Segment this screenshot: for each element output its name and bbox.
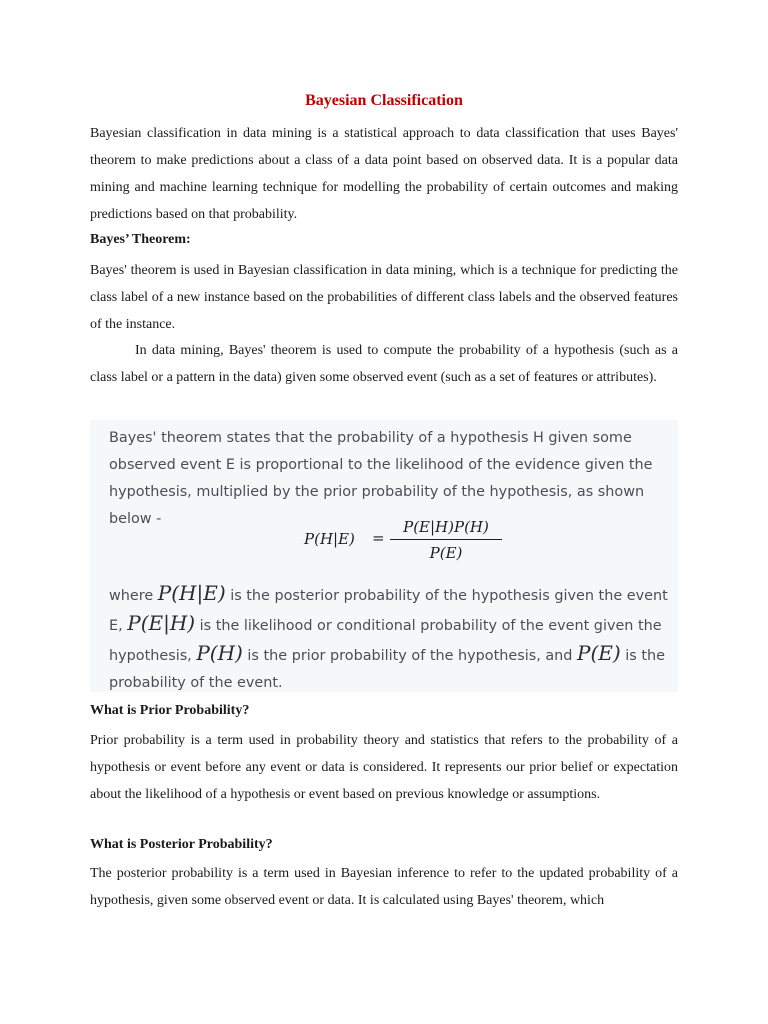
posterior-probability-heading: What is Posterior Probability? xyxy=(90,837,273,852)
formula-denominator: P(E) xyxy=(429,544,463,562)
evidence-symbol: P(E) xyxy=(577,641,621,665)
desc-text-2: is the likelihood or conditional probability of the event given the hypothesis, xyxy=(109,618,662,664)
desc-text-3: is the prior probability of the hypothesis, and xyxy=(242,648,578,664)
figure-intro-text: Bayes' theorem states that the probability of a hypothesis H given some observed event E is proportional to the likelihood of the evidence given the hypothesis, multiplied by the prior probability of the hypothesis, as shown below - xyxy=(109,430,653,527)
posterior-symbol: P(H|E) xyxy=(157,581,226,605)
bayes-paragraph-1: Bayes' theorem is used in Bayesian classification in data mining, which is a technique for predicting the class label of a new instance based on the probabilities of different class labels and the observed features of the instance. xyxy=(90,263,678,332)
formula-fraction xyxy=(390,516,502,564)
prior-probability-paragraph: Prior probability is a term used in probability theory and statistics that refers to the probability of a hypothesis or event before any event or data is considered. It represents our prior belief or expectation about the likelihood of a hypothesis or event based on previous knowledge or assumptions. xyxy=(90,733,678,802)
fraction-bar xyxy=(390,539,502,540)
prior-symbol: P(H) xyxy=(196,641,243,665)
bayes-theorem-heading: Bayes’ Theorem: xyxy=(90,232,191,247)
bayes-paragraph-2: In data mining, Bayes' theorem is used to compute the probability of a hypothesis (such as a class label or a pattern in the data) given some observed event (such as a set of features or attributes). xyxy=(90,343,678,385)
intro-paragraph: Bayesian classification in data mining is a statistical approach to data classification that uses Bayes' theorem to make predictions about a class of a data point based on observed data. It is a popular data mining and machine learning technique for modelling the probability of certain outcomes and making predictions based on that probability. xyxy=(90,126,678,222)
formula-lhs: P(H|E) xyxy=(304,530,355,548)
page-title: Bayesian Classification xyxy=(305,92,463,109)
formula-equals: = xyxy=(372,529,385,547)
prior-probability-heading: What is Prior Probability? xyxy=(90,703,250,718)
desc-text-1: is the posterior probability of the hypothesis given the event E, xyxy=(109,588,668,634)
bayes-formula xyxy=(90,516,678,568)
desc-where: where xyxy=(109,588,158,604)
likelihood-symbol: P(E|H) xyxy=(127,611,196,635)
desc-text-4: is the probability of the event. xyxy=(109,648,665,691)
bayes-theorem-figure xyxy=(90,420,678,692)
figure-description xyxy=(109,580,674,697)
formula-numerator: P(E|H)P(H) xyxy=(403,518,489,536)
posterior-probability-paragraph: The posterior probability is a term used in Bayesian inference to refer to the updated probability of a hypothesis, given some observed event or data. It is calculated using Bayes' theorem, which xyxy=(90,866,678,908)
